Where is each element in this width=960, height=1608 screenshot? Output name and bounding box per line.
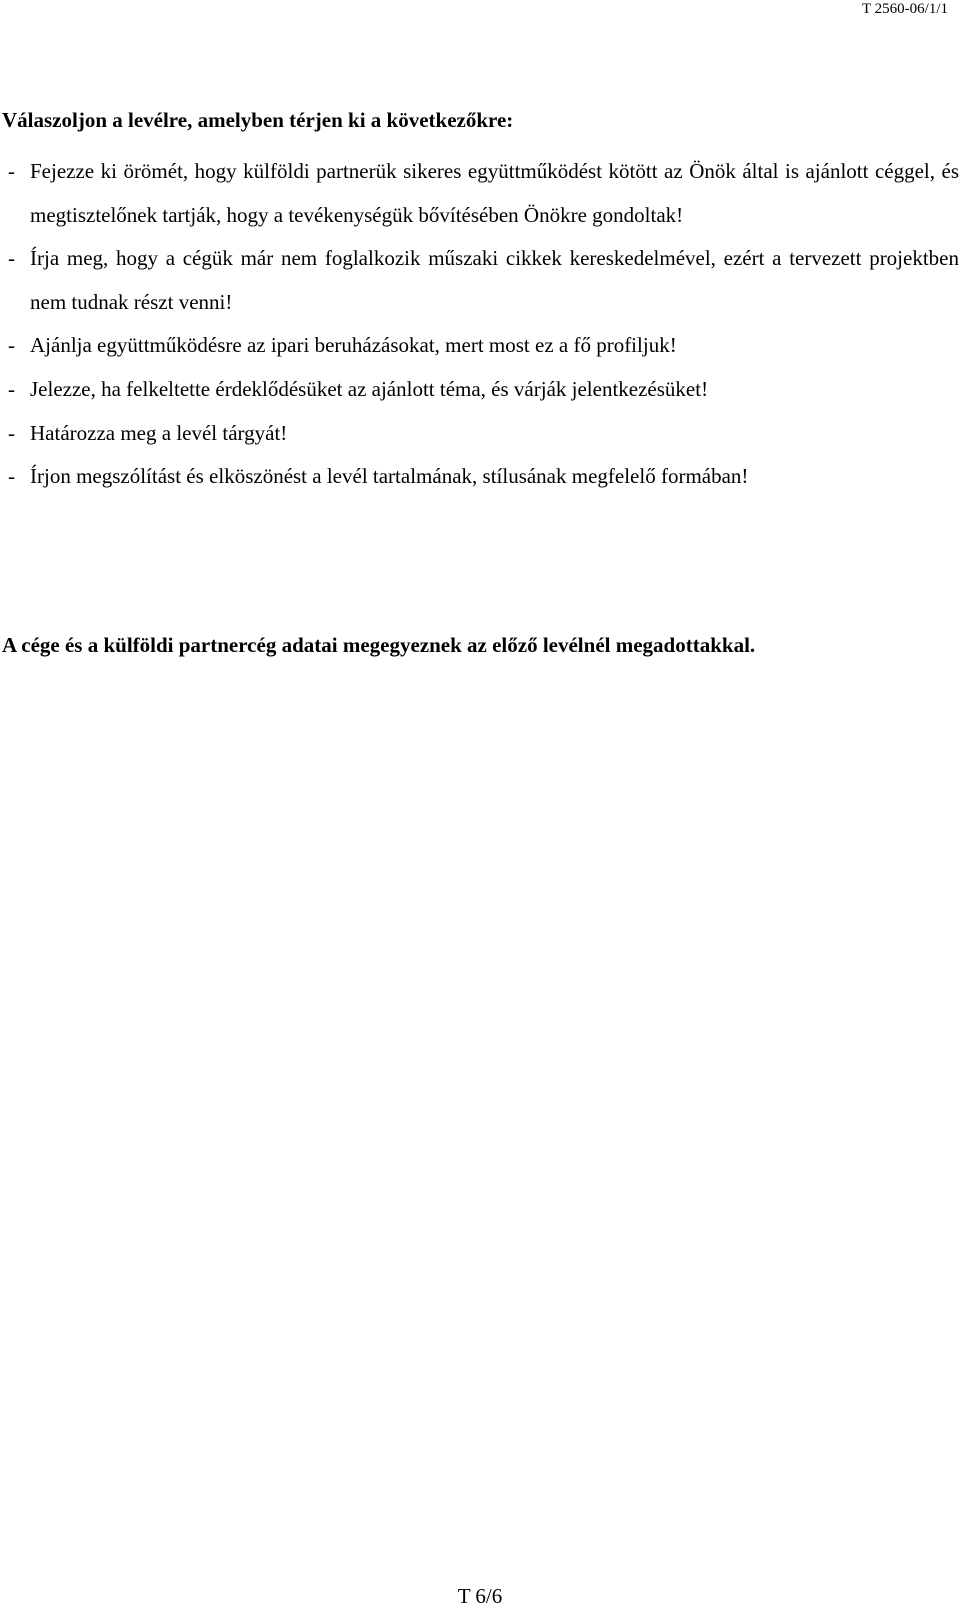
task-item: [8, 324, 959, 368]
closing-note: A cége és a külföldi partnercég adatai megegyeznek az előző levélnél megadottakkal.: [2, 633, 756, 657]
task-item: [8, 150, 959, 237]
instruction-heading: Válaszoljon a levélre, amelyben térjen ki a következőkre:: [2, 108, 514, 132]
task-dash: -: [8, 376, 15, 401]
task-text: Írja meg, hogy a cégük már nem foglalkozik műszaki cikkek kereskedelmével, ezért a tervezett projektben nem tudnak részt venni!: [30, 246, 959, 314]
task-item: [8, 412, 959, 456]
task-text: Határozza meg a levél tárgyát!: [30, 420, 288, 445]
task-item: [8, 237, 959, 324]
task-text: Fejezze ki örömét, hogy külföldi partnerük sikeres együttműködést kötött az Önök által is ajánlott céggel, és megtisztelőnek tartják, hogy a tevékenységük bővítésében Önökre gondoltak!: [30, 159, 959, 227]
document-code: T 2560-06/1/1: [862, 1, 948, 17]
page-number: T 6/6: [457, 1584, 503, 1608]
task-text: Írjon megszólítást és elköszönést a levél tartalmának, stílusának megfelelő formában!: [30, 464, 749, 489]
task-dash: -: [8, 159, 15, 183]
task-list: [8, 150, 959, 499]
task-dash: -: [8, 420, 15, 445]
task-item: [8, 368, 959, 412]
task-dash: -: [8, 464, 15, 489]
task-item: [8, 455, 959, 499]
task-dash: -: [8, 333, 15, 358]
task-text: Jelezze, ha felkeltette érdeklődésüket az ajánlott téma, és várják jelentkezésüket!: [30, 376, 709, 401]
task-text: Ajánlja együttműködésre az ipari beruházásokat, mert most ez a fő profiljuk!: [30, 333, 677, 358]
task-dash: -: [8, 246, 15, 271]
